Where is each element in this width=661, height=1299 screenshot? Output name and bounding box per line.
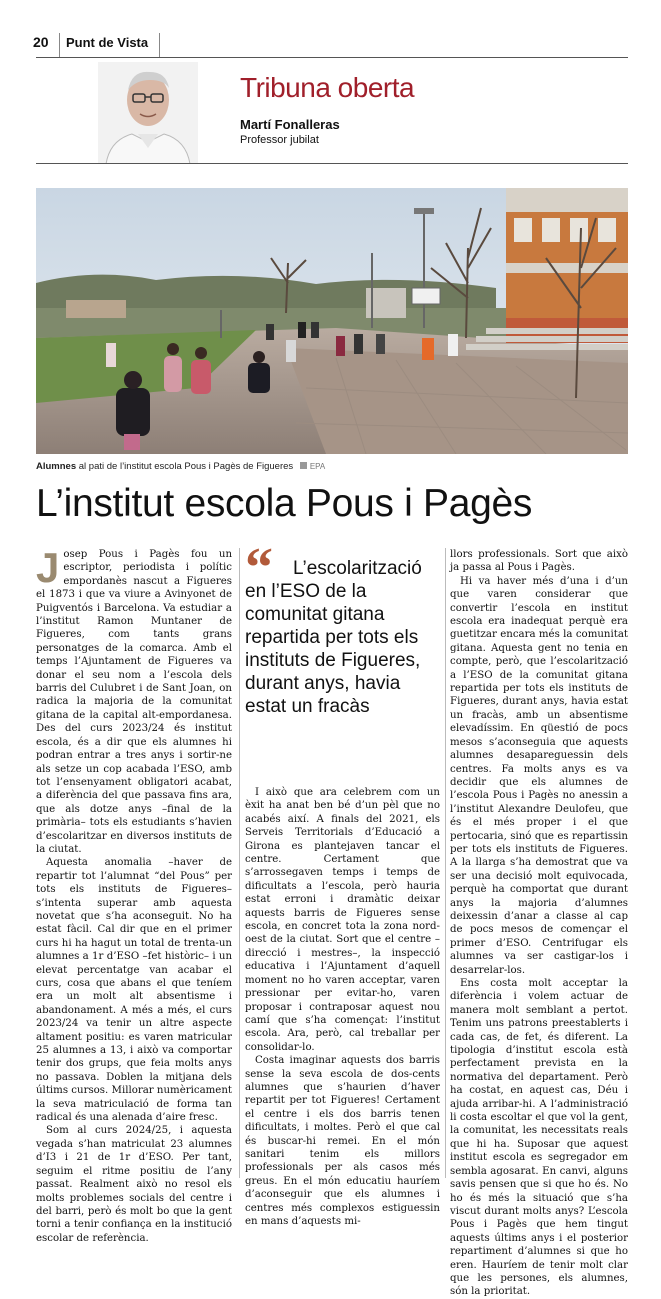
paragraph: osep Pous i Pagès fou un escriptor, periodista i polític empordanès nascut a Figueres el 1873 i que va viure a Avinyonet de Puigventós i Barcelona. Va estudiar a l’institut Ramon Muntaner de Figueres, com tants grans personatges de la comarca. Amb el temps l’Ajuntament de Figueres va donar el seu nom a l’escola dels barris del Culubret i de Sant Joan, on radica la majoria de la comunitat gitana de la capital alt-empordanesa. Des del curs 2023/24 és institut escola, és a dir que els alumnes hi podran entrar a tres anys i sortir-ne als setze un cop acabada l’ESO, amb tot l’ensenyament obligatori acabat, a diferència del que passava fins ara, que als dotze anys –final de la primària– tots els estudiants s’havien d’escolaritzar en diversos instituts de la ciutat.: [36, 549, 232, 855]
paragraph: Ens costa molt acceptar la diferència i volem actuar de manera molt semblant a pertot. Tenim uns patrons preestablerts i cada cas, de fet, és diferent. La tipologia d’institut escola està perfectament prevista en la normativa del departament. Però ha costat, en aquest cas, Déu i ajuda arribar-hi. A l’administració li costa escoltar el que vol la gent, la comunitat, les necessitats reals que hi ha. Suposar que aquest institut escola es segregador em sembla agosarat. En canvi, alguns savis pensen que si que ho és. No ho és més la situació que s’ha viscut durant molts anys? L’escola Pous i Pagès que hem tingut aquests últims anys i el posterior repartiment d’alumnes si que ho eren. Hauríem de tenir molt clar que les persones, els alumnes, són la prioritat.: [450, 978, 628, 1298]
photo-caption: [36, 461, 325, 472]
quote-mark-icon: “: [245, 537, 273, 599]
caption-lead: Alumnes: [36, 461, 77, 472]
schoolyard-photo: [36, 188, 628, 454]
paragraph: llors professionals. Sort que això ja passa al Pous i Pagès.: [450, 549, 628, 574]
article-column-1: [36, 544, 232, 1245]
article-headline: L’institut escola Pous i Pagès: [36, 482, 533, 525]
paragraph: I això que ara celebrem com un èxit ha anat ben bé d’un pèl que no acabés així. A finals del 2021, els Serveis Territorials d’Educació a Girona es plantejaven tancar el centre. Certament que s’arrossegaven temps i temps de dificultats a l’escola, però hauria estat erroni i dramàtic deixar aquests barris de Figueres sense escola, en concret tota la zona nord-oest de la ciutat. Sort que el centre –direcció i mestres–, la inspecció educativa i l’Ajuntament d’aquell moment no ho varen acceptar, varen pressionar per evitar-ho, varen proposar i contraposar aquest nou camí que s’ha començat: l’institut escola. Ara, però, cal treballar per consolidar-lo.: [245, 787, 440, 1053]
pull-quote: L’escolarització en l’ESO de la comunitat gitana repartida per tots els instituts de Figueres, durant anys, havia estat un fracàs: [245, 558, 422, 717]
article-column-3: [450, 548, 628, 1299]
drop-cap: J: [36, 544, 60, 591]
author-photo: [98, 62, 198, 164]
header-divider: [159, 33, 160, 57]
author-name: Martí Fonalleras: [240, 117, 340, 132]
author-role: Professor jubilat: [240, 134, 319, 146]
column-divider: [445, 548, 446, 1178]
section-name: Punt de Vista: [66, 35, 149, 50]
header-divider: [59, 33, 60, 57]
caption-square-icon: [300, 462, 307, 469]
page-number: 20: [33, 34, 49, 50]
paragraph: Costa imaginar aquests dos barris sense la seva escola de dos-cents alumnes que s’haurien d’haver repartit per tot Figueres! Certament el centre i els dos barris tenen dificultats, i moltes. Però el que cal és buscar-hi remei. En el món sanitari tenim els millors professionals per als casos més greus. En el món educatiu hauríem d’aconseguir que els alumnes i centres més complexos estiguessin en mans d’aquests mi-: [245, 1055, 440, 1227]
paragraph: Aquesta anomalia –haver de repartir tot l’alumnat “del Pous” per tots els instituts de Figueres– s’intenta superar amb aquesta novetat que s’ha aconseguit. No ha estat fàcil. Cal dir que en el primer curs hi ha hagut un total de trenta-un alumnes a 1r d’ESO –fet històric– i un elevat percentatge van acabar el curs, cosa que abans el que teníem era un molt alt absentisme i abandonament. A més a més, el curs 2023/24 va tenir un altre aspecte altament positiu: es varen matricular 25 alumnes a 13, i això va comportar tenir dos grups, que feia molts anys no passava. Doblen la mitjana dels últims cursos. Millorar numèricament la seva matriculació de forma tan radical és una alenada d’aire fresc.: [36, 857, 232, 1124]
column-divider: [239, 548, 240, 1178]
header-rule: [36, 57, 628, 58]
paragraph: Hi va haver més d’una i d’un que varen considerar que convertir l’escola en institut escola era inadequat perquè era guetitzar encara més la comunitat gitana. Aquesta gent no tenia en compte, però, que l’escolarització a l’ESO de la comunitat gitana repartida per tots els instituts de Figueres, durant anys, havia estat un fracàs, amb un absentisme elevadíssim. En qüestió de pocs mesos s’aconseguia que aquests alumnes desapareguessin dels centres. Fa molts anys es va decidir que els alumnes de l’escola Pous i Pagès no anessin a l’institut Alexandre Deulofeu, que és el més proper i el que pertocaria, sinó que es repartissin per tots els instituts de Figueres. A la llarga s’ha demostrat que va ser una decisió molt equivocada, perquè ha comportat que durant anys la majoria d’alumnes deixessin d’anar a classe al cap de pocs mesos de començar el primer d’ESO. Centrifugar els alumnes va ser castigar-los i desarrelar-los.: [450, 575, 628, 976]
column-kicker: Tribuna oberta: [240, 72, 415, 103]
author-rule: [36, 163, 628, 164]
paragraph: Som al curs 2024/25, i aquesta vegada s’han matriculat 23 alumnes d’I3 i 21 de 1r d’ESO. Per tant, seguim el ritme positiu de l’any passat. Realment això no resol els molts problemes socials del centre i del barri, però és molt bo que la gent torni a tenir confiança en la institució escolar de referència.: [36, 1125, 232, 1244]
photo-credit: EPA: [309, 462, 326, 471]
article-column-2: [245, 786, 440, 1228]
page-header: [33, 33, 628, 57]
caption-text: al pati de l’institut escola Pous i Pagès de Figueres: [78, 461, 294, 472]
